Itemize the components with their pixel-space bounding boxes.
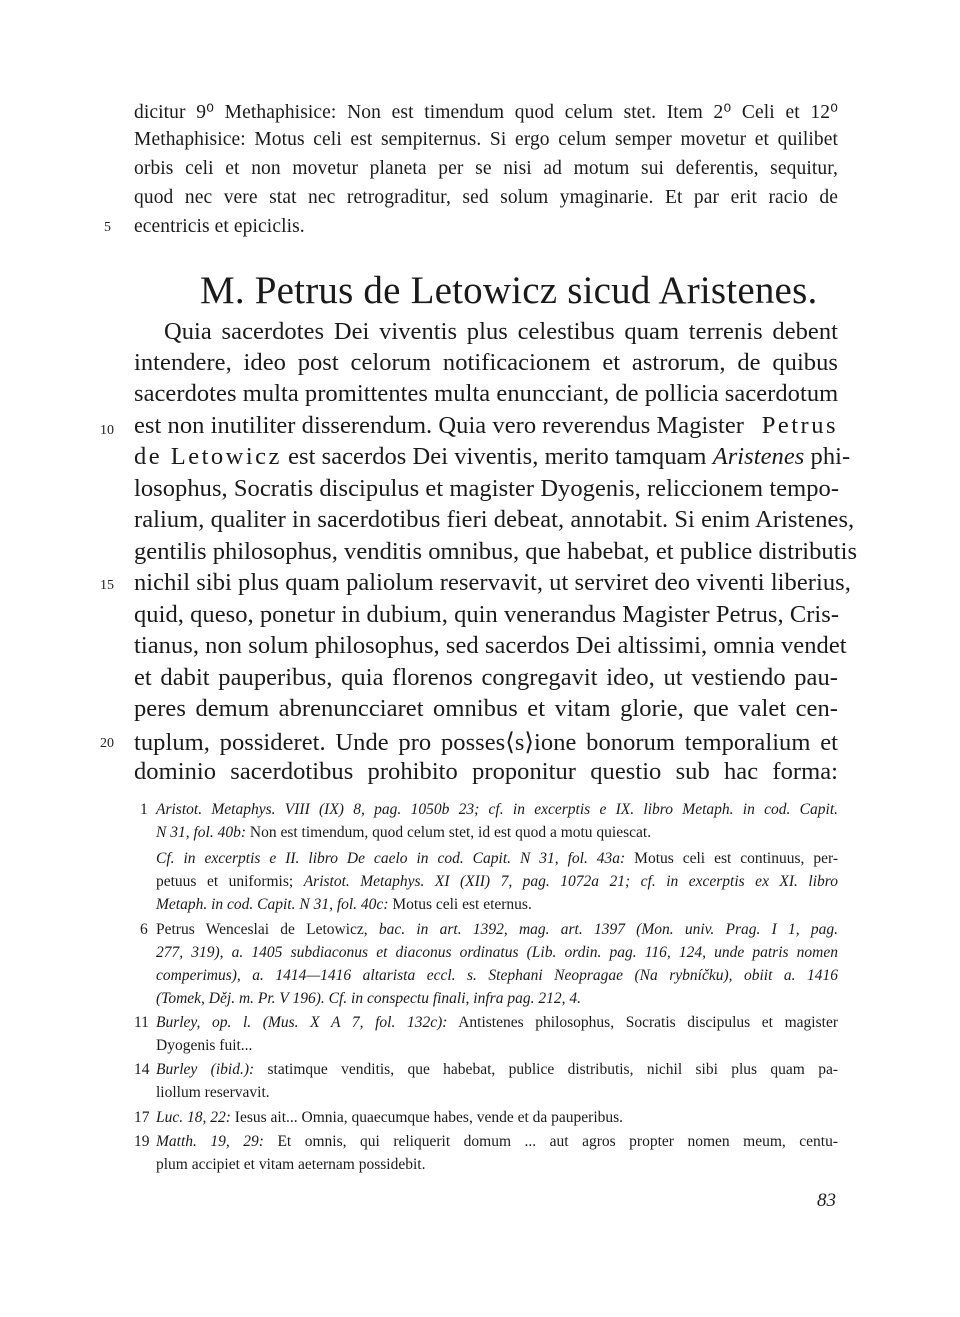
italic-name: Aristenes	[712, 443, 805, 470]
footnote-number: 17	[134, 1109, 150, 1126]
body-line: tuplum, possideret. Unde pro posses⟨s⟩ione bonorum temporalium et	[134, 729, 838, 756]
footnote-line: plum accipiet et vitam aeternam possidebit.	[156, 1156, 426, 1173]
footnote-citation: Burley, op. l. (Mus. X A 7, fol. 132c):	[156, 1014, 448, 1031]
intro-line: Methaphisice: Motus celi est sempiternus. Si ergo celum semper movetur et quilibet	[134, 129, 838, 150]
footnote-line	[156, 896, 532, 914]
footnote-line: liollum reservavit.	[156, 1084, 270, 1101]
footnote-line	[156, 1061, 838, 1079]
body-line: Quia sacerdotes Dei viventis plus celestibus quam terrenis debent	[164, 318, 838, 345]
body-line: losophus, Socratis discipulus et magister Dyogenis, reliccionem tempo-	[134, 475, 840, 502]
footnote-citation: Metaph. in cod. Capit. N 31, fol. 40c:	[156, 896, 389, 913]
footnote-citation: Cf. in excerptis e II. libro De caelo in cod. Capit. N 31, fol. 43a:	[156, 850, 626, 867]
footnote-text: Iesus ait... Omnia, quaecumque habes, vende et da pauperibus.	[230, 1109, 624, 1126]
body-line: gentilis philosophus, venditis omnibus, que habebat, et publice distributis	[134, 538, 858, 565]
footnote-text: Antistenes philosophus, Socratis discipulus et magister	[447, 1014, 838, 1031]
body-line: intendere, ideo post celorum notificacionem et astrorum, de quibus	[134, 349, 838, 376]
body-line: tianus, non solum philosophus, sed sacerdos Dei altissimi, omnia vendet	[134, 632, 847, 659]
body-line: peres demum abrenuncciaret omnibus et vitam glorie, que valet cen-	[134, 695, 838, 722]
page-number: 83	[817, 1190, 836, 1211]
footnote-line	[156, 944, 838, 962]
line-number: 5	[104, 220, 111, 235]
footnote-number: 1	[140, 801, 148, 818]
footnote-line	[156, 1014, 838, 1032]
person-name-spaced: Petrus	[761, 412, 838, 439]
footnote-citation: Aristot. Metaphys. VIII (IX) 8, pag. 1050b 23; cf. in excerptis e IX. libro Metaph. in cod. Capit.	[156, 801, 838, 818]
body-line: et dabit pauperibus, quia florenos congregavit ideo, ut vestiendo pau-	[134, 664, 838, 691]
intro-line: dicitur 9⁰ Methaphisice: Non est timendum quod celum stet. Item 2⁰ Celi et 12⁰	[134, 102, 838, 123]
footnote-number: 11	[134, 1014, 149, 1031]
footnote-number: 14	[134, 1061, 150, 1078]
footnote-line	[156, 824, 651, 842]
footnote-citation: Matth. 19, 29:	[156, 1133, 264, 1150]
footnote-line	[156, 990, 581, 1008]
body-line: dominio sacerdotibus prohibito proponitur questio sub hac forma:	[134, 758, 838, 785]
footnote-citation: N 31, fol. 40b:	[156, 824, 246, 841]
footnote-line	[156, 967, 838, 985]
footnote-text: Motus celi est eternus.	[388, 896, 532, 913]
person-name-spaced: de Letowicz	[134, 443, 282, 470]
body-line: ralium, qualiter in sacerdotibus fieri debeat, annotabit. Si enim Aristenes,	[134, 506, 855, 533]
footnote-text: statimque venditis, que habebat, publice distributis, nichil sibi plus quam pa-	[254, 1061, 839, 1078]
footnote-citation: Luc. 18, 22:	[156, 1109, 231, 1126]
footnote-text: Motus celi est continuus, per-	[625, 850, 838, 867]
footnote-line	[156, 921, 838, 939]
body-line	[134, 412, 838, 440]
footnote-text: Et omnis, qui reliquerit domum ... aut agros propter nomen meum, centu-	[263, 1133, 838, 1150]
footnote-citation: (Tomek, Děj. m. Pr. V 196). Cf. in conspectu finali, infra pag. 212, 4.	[156, 990, 581, 1007]
footnote-number: 19	[134, 1133, 150, 1150]
footnote-line: Dyogenis fuit...	[156, 1037, 253, 1054]
line-number: 10	[100, 423, 114, 438]
body-line	[134, 443, 851, 471]
footnote-line	[156, 1109, 623, 1127]
footnote-citation: comperimus), a. 1414—1416 altarista eccl. s. Stephani Neopragae (Na rybníčku), obiit a. 1416	[156, 967, 838, 984]
footnote-citation: bac. in art. 1392, mag. art. 1397 (Mon. univ. Prag. I 1, pag.	[378, 921, 838, 938]
section-heading: M. Petrus de Letowicz sicud Aristenes.	[200, 269, 818, 312]
footnote-text: Non est timendum, quod celum stet, id est quod a motu quiescat.	[246, 824, 652, 841]
footnote-text: Petrus Wenceslai de Letowicz,	[156, 921, 379, 938]
footnote-citation: Aristot. Metaphys. XI (XII) 7, pag. 1072a 21; cf. in excerptis ex XI. libro	[303, 873, 838, 890]
footnote-line	[156, 801, 838, 819]
body-line: sacerdotes multa promittentes multa enuncciant, de pollicia sacerdotum	[134, 380, 839, 407]
body-line: quid, queso, ponetur in dubium, quin venerandus Magister Petrus, Cris-	[134, 601, 840, 628]
intro-line: orbis celi et non movetur planeta per se nisi ad motum sui deferentis, sequitur,	[134, 158, 838, 179]
footnote-text: petuus et uniformis;	[156, 873, 304, 890]
footnote-number: 6	[140, 921, 148, 938]
intro-line: ecentricis et epiciclis.	[134, 216, 305, 237]
footnote-citation: Burley (ibid.):	[156, 1061, 255, 1078]
body-text: est sacerdos Dei viventis, merito tamquam	[281, 443, 713, 470]
body-line: nichil sibi plus quam paliolum reservavit, ut serviret deo viventi liberius,	[134, 569, 851, 596]
body-text: est non inutiliter disserendum. Quia vero reverendus Magister	[134, 412, 744, 439]
line-number: 15	[100, 578, 114, 593]
line-number: 20	[100, 736, 114, 751]
intro-line: quod nec vere stat nec retrograditur, sed solum ymaginarie. Et par erit racio de	[134, 187, 838, 208]
body-text: phi-	[804, 443, 851, 470]
footnote-line	[156, 850, 838, 868]
footnote-line	[156, 873, 838, 891]
footnote-line	[156, 1133, 838, 1151]
footnote-citation: 277, 319), a. 1405 subdiaconus et diaconus ordinatus (Lib. ordin. pag. 116, 124, unde patris nomen	[156, 944, 838, 961]
